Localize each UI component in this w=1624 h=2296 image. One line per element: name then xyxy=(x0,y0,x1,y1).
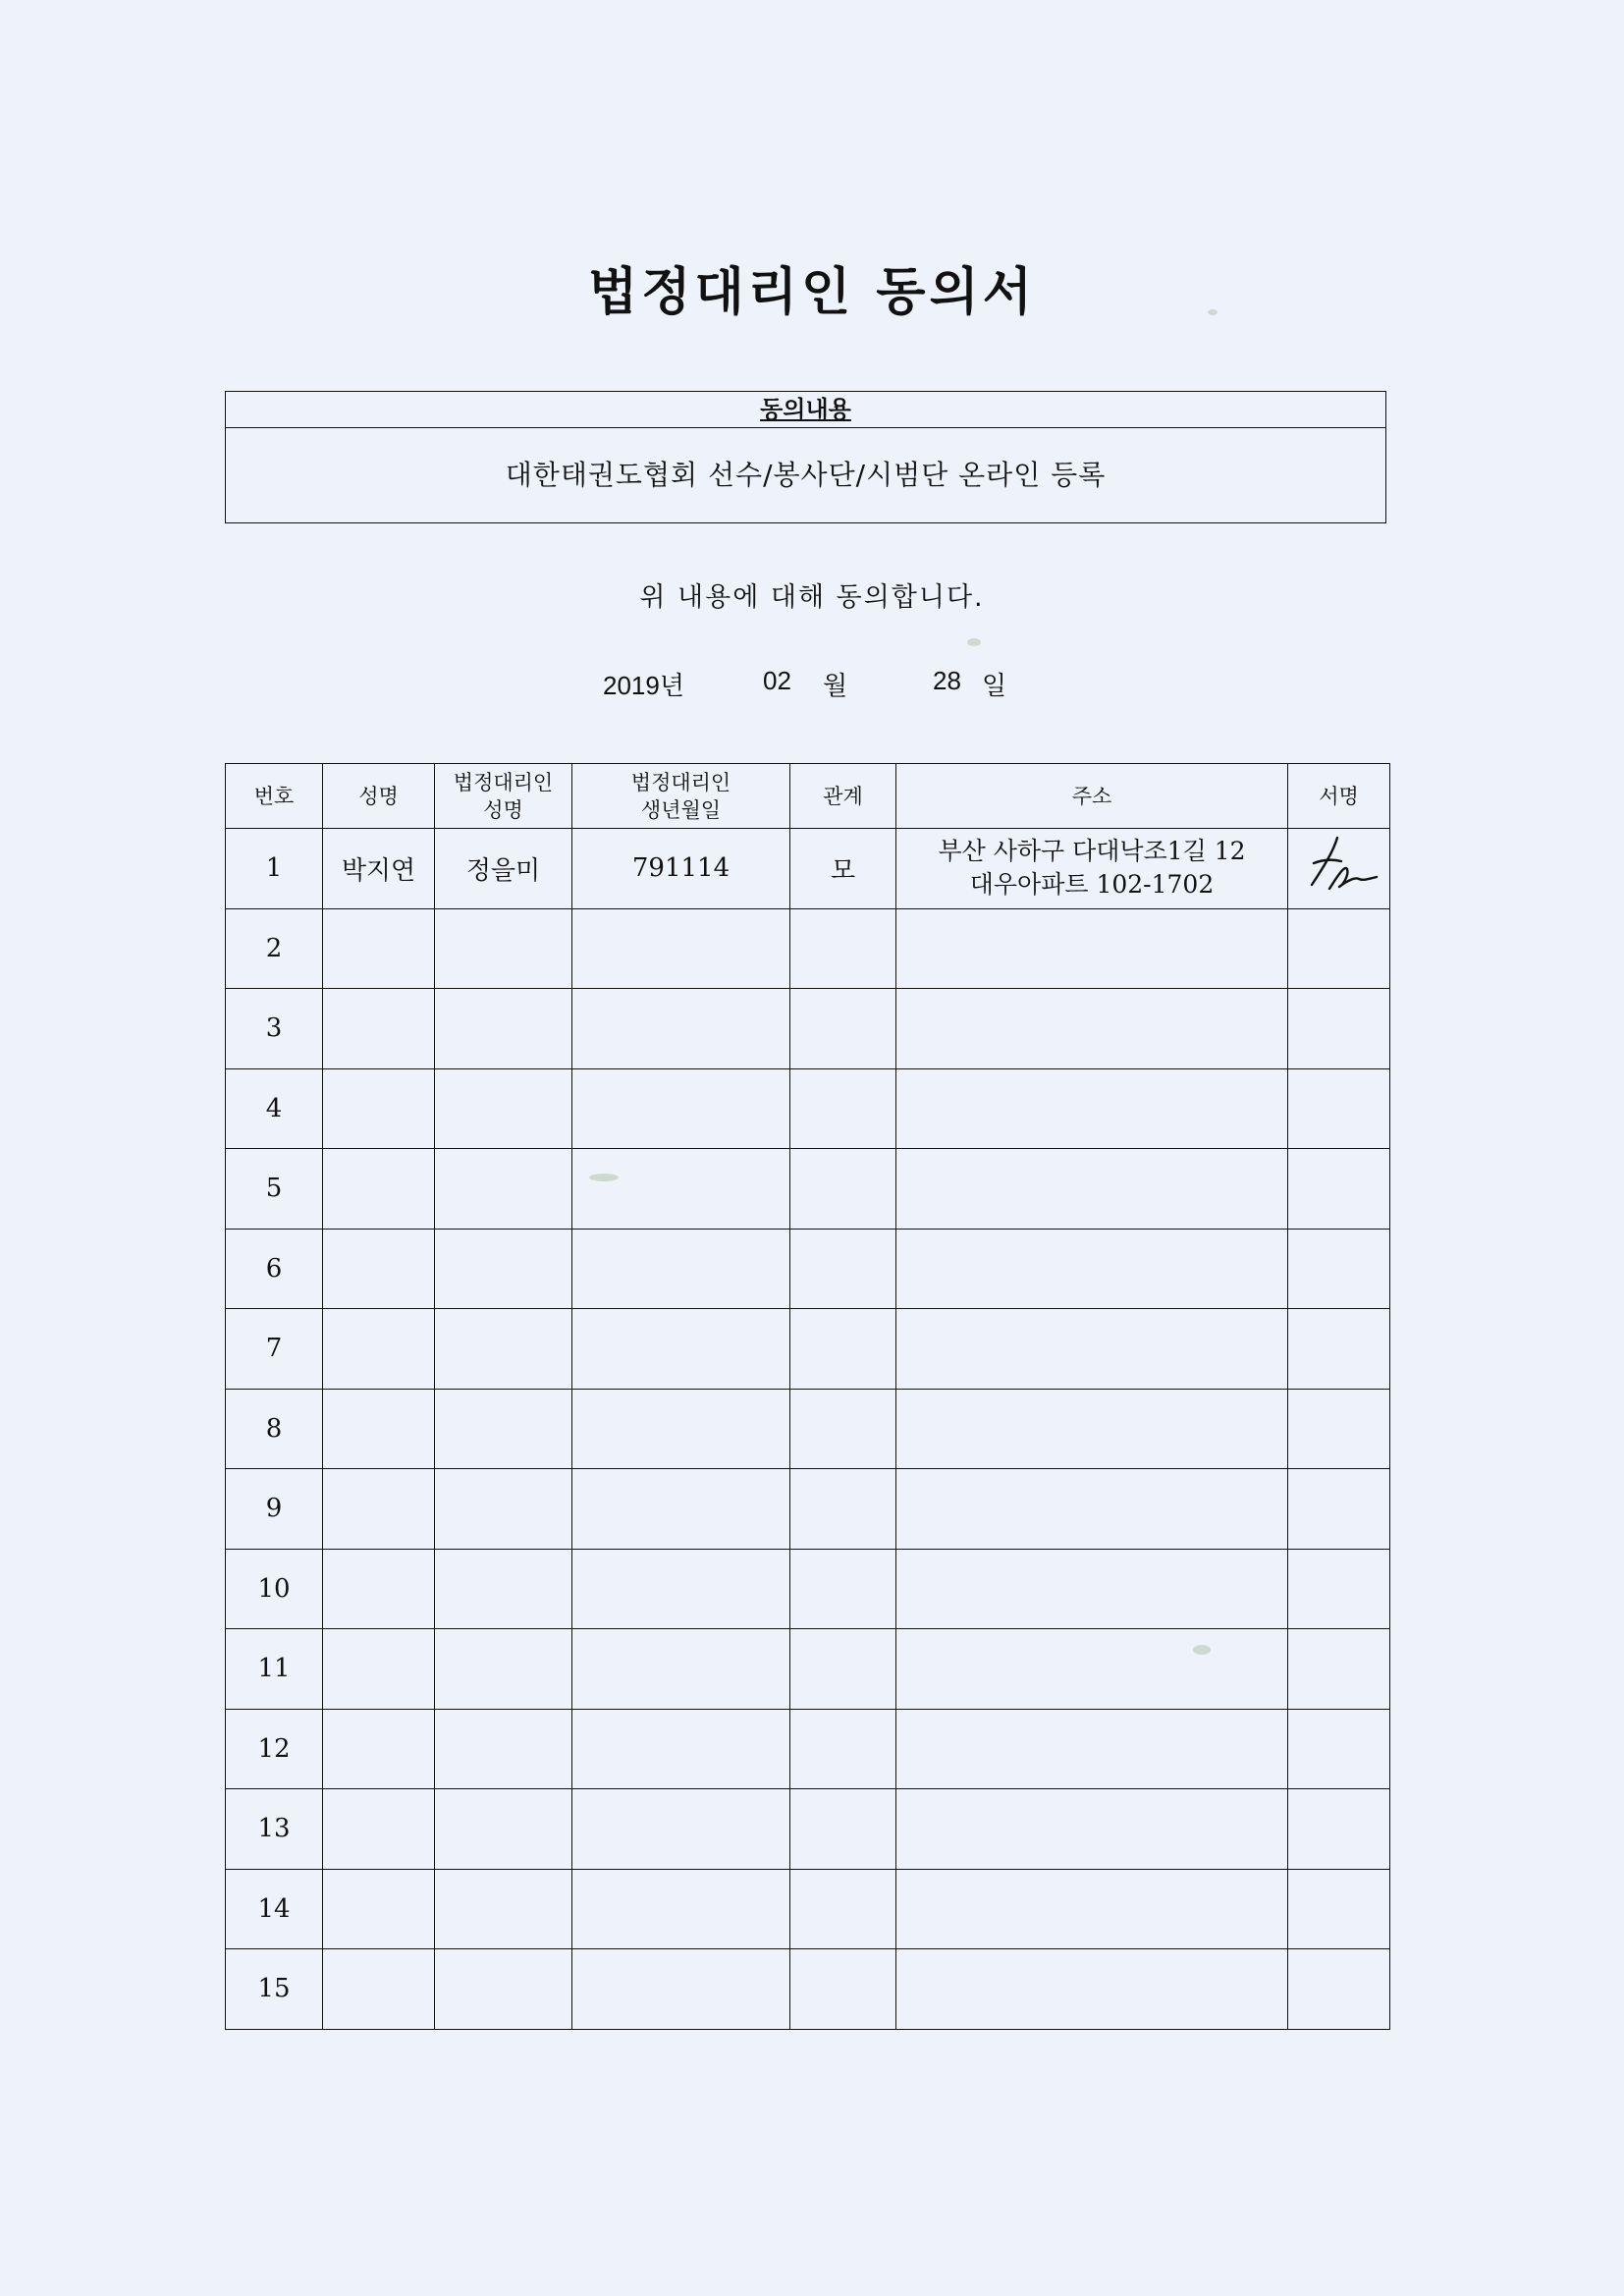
empty-cell xyxy=(323,1869,435,1949)
date-year: 2019년 xyxy=(603,671,684,700)
empty-cell xyxy=(323,1949,435,2030)
empty-cell xyxy=(896,1949,1288,2030)
header-rep-birth-line1: 법정대리인 xyxy=(630,770,731,794)
row-rep-birth: 791114 xyxy=(572,829,790,909)
empty-cell xyxy=(1288,1629,1390,1710)
empty-cell xyxy=(1288,1469,1390,1550)
header-name: 성명 xyxy=(323,764,435,829)
empty-cell xyxy=(1288,1068,1390,1149)
empty-cell xyxy=(1288,1549,1390,1629)
header-address: 주소 xyxy=(896,764,1288,829)
consent-content: 대한태권도협회 선수/봉사단/시범단 온라인 등록 xyxy=(505,459,1107,491)
empty-cell xyxy=(896,1549,1288,1629)
empty-cell xyxy=(790,1949,896,2030)
empty-cell xyxy=(435,1629,572,1710)
empty-cell xyxy=(323,1149,435,1230)
table-row xyxy=(226,1789,1390,1870)
empty-cell xyxy=(572,1469,790,1550)
empty-cell xyxy=(572,1549,790,1629)
empty-cell xyxy=(790,1309,896,1390)
row-no: 12 xyxy=(226,1709,323,1789)
empty-cell xyxy=(1288,1389,1390,1469)
empty-cell xyxy=(572,989,790,1069)
empty-cell xyxy=(790,1389,896,1469)
empty-cell xyxy=(790,1229,896,1309)
empty-cell xyxy=(435,1949,572,2030)
row-no: 2 xyxy=(226,908,323,989)
empty-cell xyxy=(896,1869,1288,1949)
empty-cell xyxy=(790,1469,896,1550)
header-rep-birth xyxy=(572,764,790,829)
consent-heading-label: 동의내용 xyxy=(760,396,851,423)
row-address-line1: 부산 사하구 다대낙조1길 12 xyxy=(938,837,1246,866)
empty-cell xyxy=(323,1629,435,1710)
table-row xyxy=(226,1949,1390,2030)
empty-cell xyxy=(323,1549,435,1629)
row-no: 10 xyxy=(226,1549,323,1629)
empty-cell xyxy=(790,1549,896,1629)
table-row xyxy=(226,1149,1390,1230)
row-address-line2: 대우아파트 102-1702 xyxy=(969,870,1215,900)
table-row xyxy=(226,1068,1390,1149)
row-name: 박지연 xyxy=(323,829,435,909)
empty-cell xyxy=(435,1469,572,1550)
empty-cell xyxy=(435,1309,572,1390)
empty-cell xyxy=(790,1629,896,1710)
empty-cell xyxy=(896,1309,1288,1390)
row-no: 5 xyxy=(226,1149,323,1230)
empty-cell xyxy=(435,1709,572,1789)
header-rep-name-line2: 성명 xyxy=(483,797,523,822)
row-no: 4 xyxy=(226,1068,323,1149)
consent-heading xyxy=(226,392,1385,428)
empty-cell xyxy=(323,1229,435,1309)
row-no: 7 xyxy=(226,1309,323,1390)
table-row xyxy=(226,1309,1390,1390)
empty-cell xyxy=(572,1068,790,1149)
row-no: 6 xyxy=(226,1229,323,1309)
empty-cell xyxy=(572,1629,790,1710)
row-no: 15 xyxy=(226,1949,323,2030)
empty-cell xyxy=(435,1549,572,1629)
table-row xyxy=(226,908,1390,989)
date-day-value: 28 xyxy=(933,666,961,695)
empty-cell xyxy=(1288,1869,1390,1949)
empty-cell xyxy=(790,1789,896,1870)
empty-cell xyxy=(572,1149,790,1230)
empty-cell xyxy=(572,1389,790,1469)
table-row xyxy=(226,1549,1390,1629)
empty-cell xyxy=(572,1949,790,2030)
header-no: 번호 xyxy=(226,764,323,829)
table-row xyxy=(226,1629,1390,1710)
empty-cell xyxy=(323,989,435,1069)
empty-cell xyxy=(435,1389,572,1469)
empty-cell xyxy=(435,1068,572,1149)
table-row xyxy=(226,989,1390,1069)
empty-cell xyxy=(896,1789,1288,1870)
empty-cell xyxy=(1288,989,1390,1069)
table-header-row xyxy=(226,764,1390,829)
row-relation: 모 xyxy=(790,829,896,909)
row-no: 9 xyxy=(226,1469,323,1550)
empty-cell xyxy=(435,1869,572,1949)
agreement-statement: 위 내용에 대해 동의합니다. xyxy=(639,582,985,613)
empty-cell xyxy=(323,1789,435,1870)
table-row xyxy=(226,1869,1390,1949)
empty-cell xyxy=(435,1229,572,1309)
empty-cell xyxy=(435,908,572,989)
empty-cell xyxy=(572,1789,790,1870)
empty-cell xyxy=(435,989,572,1069)
empty-cell xyxy=(1288,1949,1390,2030)
empty-cell xyxy=(896,908,1288,989)
signature-mark xyxy=(1300,834,1379,897)
empty-cell xyxy=(790,989,896,1069)
empty-cell xyxy=(572,1229,790,1309)
empty-cell xyxy=(896,1389,1288,1469)
header-relation: 관계 xyxy=(790,764,896,829)
empty-cell xyxy=(896,1149,1288,1230)
header-rep-birth-line2: 생년월일 xyxy=(640,797,722,822)
row-address xyxy=(896,829,1288,909)
date-month-unit: 월 xyxy=(823,671,848,700)
table-row xyxy=(226,1389,1390,1469)
representative-table xyxy=(225,763,1390,2030)
table-row xyxy=(226,829,1390,909)
row-no: 14 xyxy=(226,1869,323,1949)
header-signature: 서명 xyxy=(1288,764,1390,829)
empty-cell xyxy=(896,1068,1288,1149)
empty-cell xyxy=(896,1469,1288,1550)
header-rep-name-line1: 법정대리인 xyxy=(453,770,554,794)
table-row xyxy=(226,1469,1390,1550)
row-no: 1 xyxy=(226,829,323,909)
empty-cell xyxy=(896,989,1288,1069)
empty-cell xyxy=(896,1709,1288,1789)
date-month-value: 02 xyxy=(763,666,791,695)
empty-cell xyxy=(790,1709,896,1789)
date-day-unit: 일 xyxy=(982,671,1007,700)
consent-content-box xyxy=(225,391,1386,523)
empty-cell xyxy=(1288,1309,1390,1390)
document-title: 법정대리인 동의서 xyxy=(588,263,1036,322)
row-no: 3 xyxy=(226,989,323,1069)
table-row xyxy=(226,1709,1390,1789)
row-no: 13 xyxy=(226,1789,323,1870)
row-signature xyxy=(1288,829,1390,909)
empty-cell xyxy=(790,1149,896,1230)
empty-cell xyxy=(572,1709,790,1789)
empty-cell xyxy=(790,1869,896,1949)
paper-speck xyxy=(967,638,981,646)
handwritten-signature xyxy=(1300,834,1379,897)
empty-cell xyxy=(323,1068,435,1149)
empty-cell xyxy=(323,1469,435,1550)
empty-cell xyxy=(435,1149,572,1230)
empty-cell xyxy=(572,1309,790,1390)
row-no: 8 xyxy=(226,1389,323,1469)
empty-cell xyxy=(896,1629,1288,1710)
empty-cell xyxy=(790,1068,896,1149)
empty-cell xyxy=(1288,1709,1390,1789)
empty-cell xyxy=(323,1389,435,1469)
empty-cell xyxy=(896,1229,1288,1309)
row-no: 11 xyxy=(226,1629,323,1710)
empty-cell xyxy=(435,1789,572,1870)
empty-cell xyxy=(572,908,790,989)
empty-cell xyxy=(323,1709,435,1789)
empty-cell xyxy=(323,908,435,989)
empty-cell xyxy=(572,1869,790,1949)
empty-cell xyxy=(1288,1229,1390,1309)
empty-cell xyxy=(323,1309,435,1390)
empty-cell xyxy=(1288,908,1390,989)
table-row xyxy=(226,1229,1390,1309)
row-rep-name: 정을미 xyxy=(435,829,572,909)
empty-cell xyxy=(1288,1149,1390,1230)
empty-cell xyxy=(790,908,896,989)
empty-cell xyxy=(1288,1789,1390,1870)
header-rep-name xyxy=(435,764,572,829)
